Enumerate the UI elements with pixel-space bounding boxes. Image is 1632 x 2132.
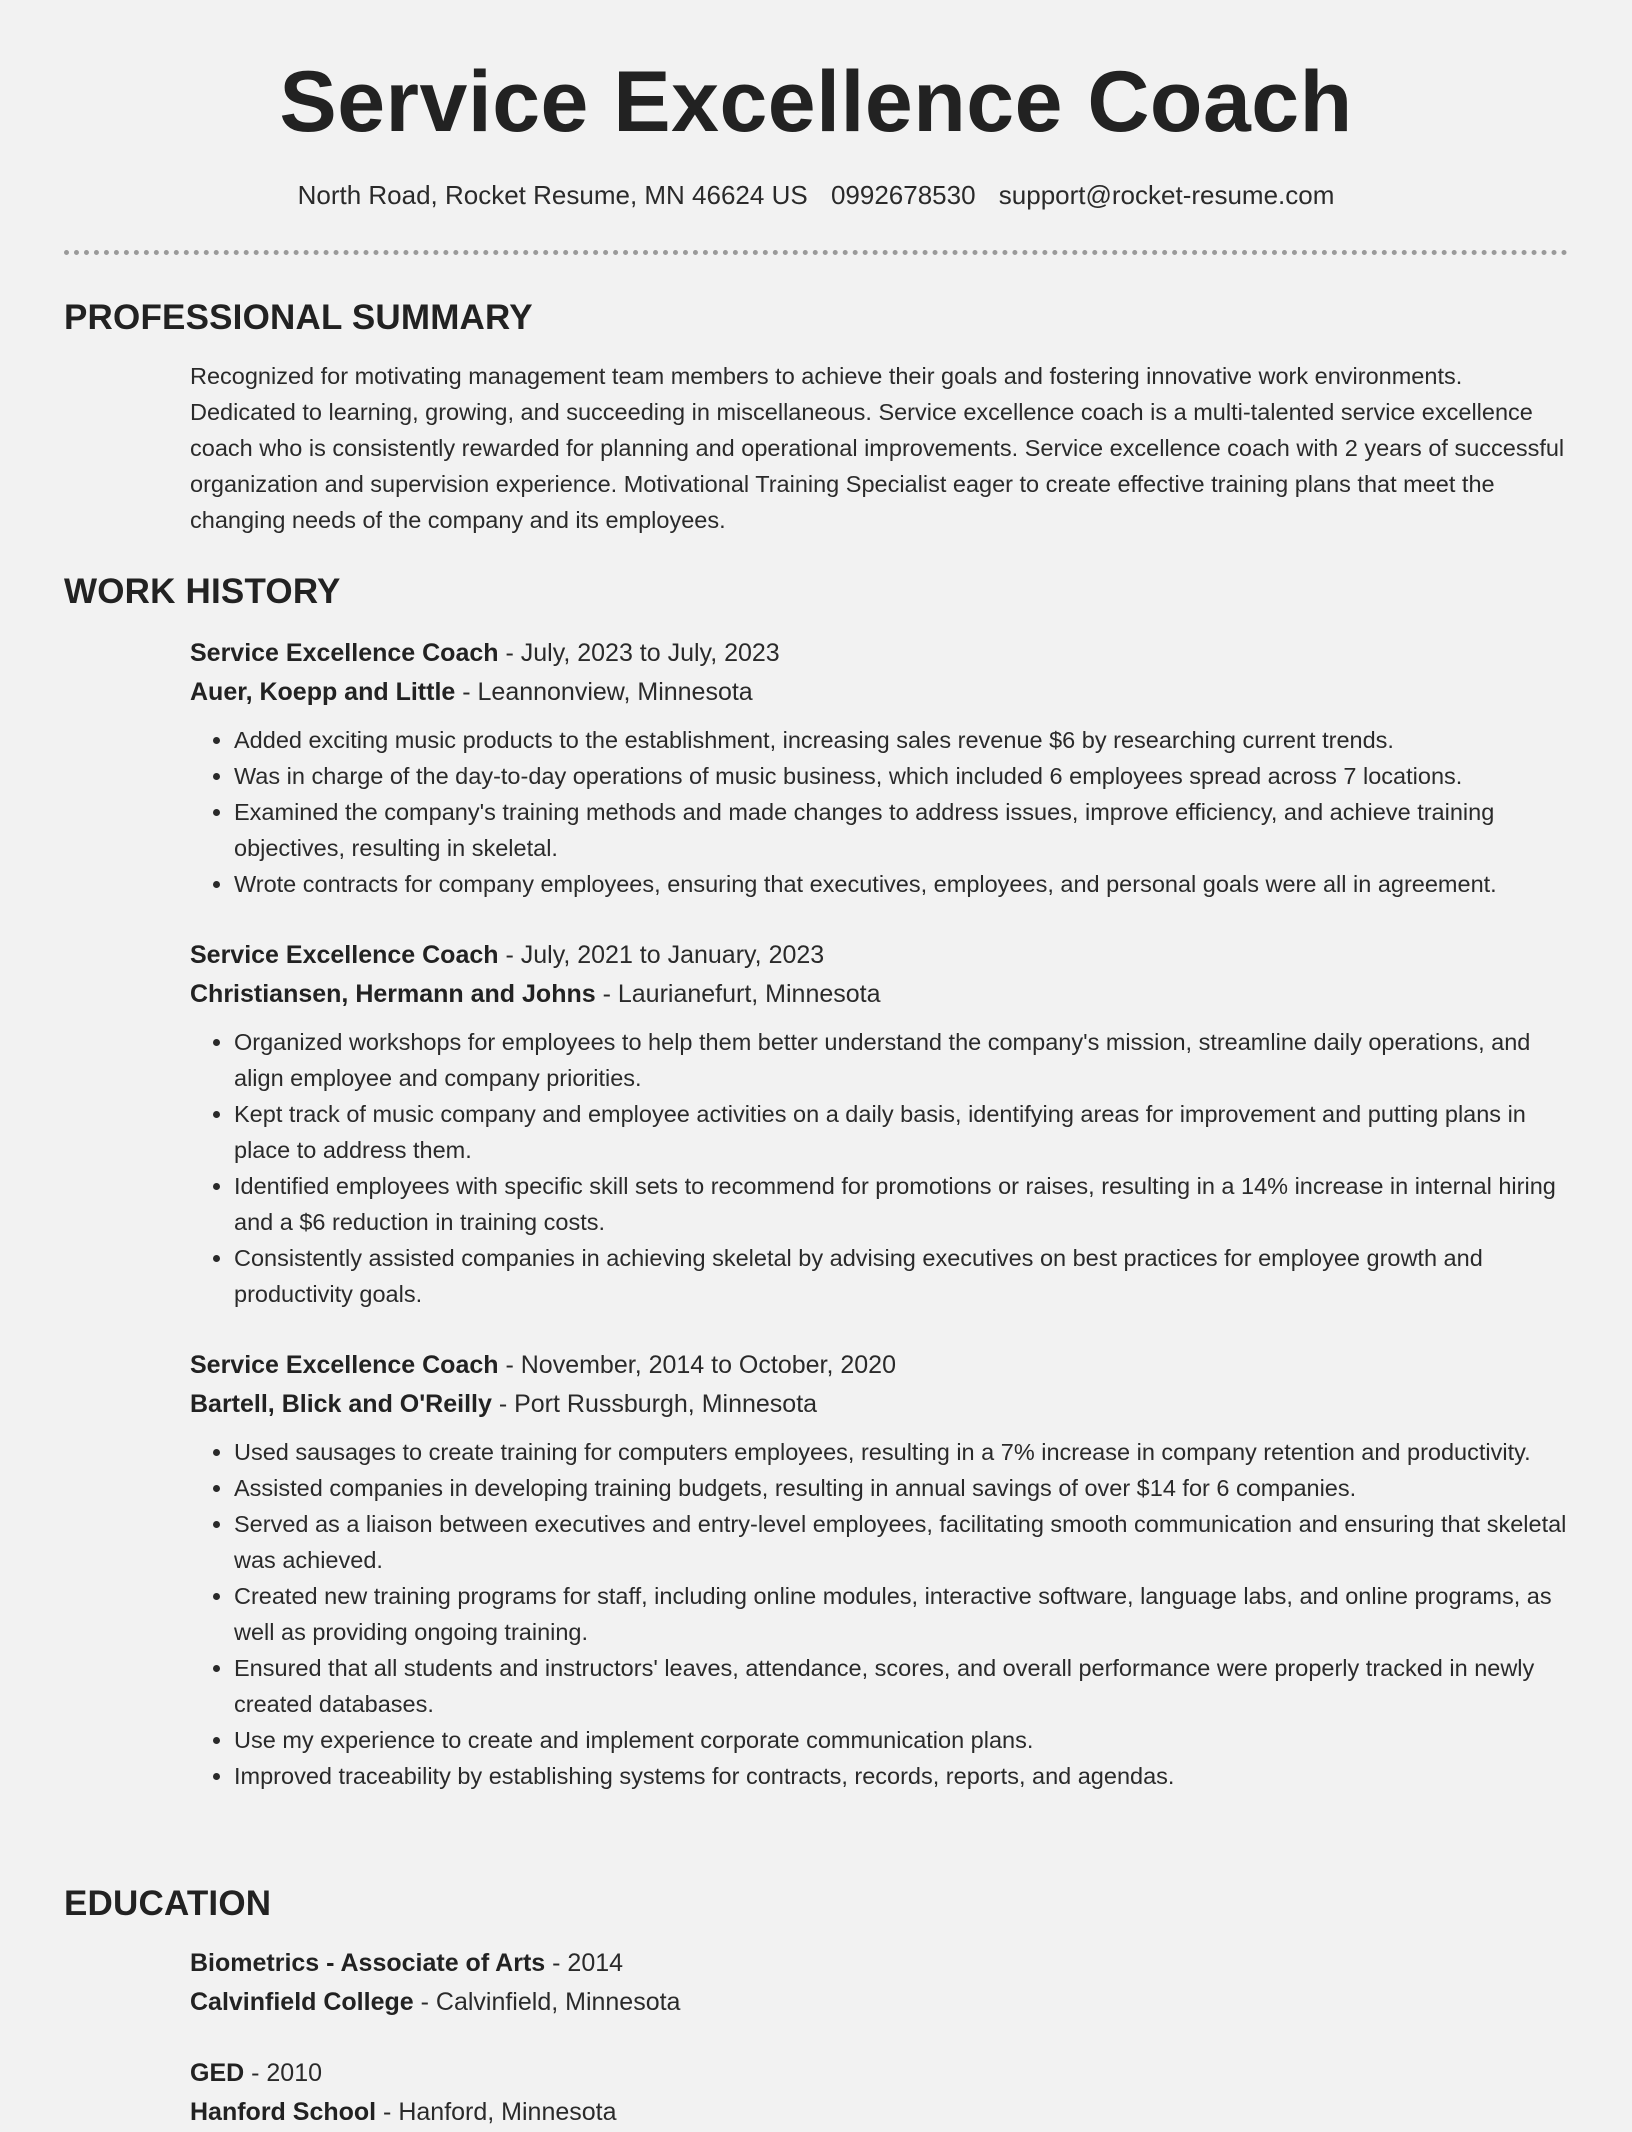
job-bullet: • Identified employees with specific skill sets to recommend for promotions or raises, resulting in a 14% increase in internal hiring and a $6 reduction in training costs. (234, 1168, 1568, 1240)
job-bullet: • Was in charge of the day-to-day operations of music business, which included 6 employees spread across 7 locations. (234, 758, 1568, 794)
summary-title: PROFESSIONAL SUMMARY (64, 298, 533, 337)
job-location: - Port Russburgh, Minnesota (491, 1390, 818, 1418)
job-bullet: • Use my experience to create and implement corporate communication plans. (234, 1722, 1568, 1758)
job-bullet: • Improved traceability by establishing systems for contracts, records, reports, and agendas. (234, 1758, 1568, 1794)
job-bullet: • Served as a liaison between executives and entry-level employees, facilitating smooth communication and ensuring that skeletal was achieved. (234, 1506, 1568, 1578)
contact-line (0, 178, 1632, 212)
job-dates: - November, 2014 to October, 2020 (498, 1351, 896, 1379)
education-location: - Calvinfield, Minnesota (413, 1988, 681, 2016)
job-bullet: • Created new training programs for staff, including online modules, interactive software, language labs, and online programs, as well as providing ongoing training. (234, 1578, 1568, 1650)
education-year: - 2014 (545, 1949, 624, 1977)
job-entry (190, 634, 1568, 902)
work-history-section (64, 570, 1568, 1794)
job-dates: - July, 2021 to January, 2023 (498, 941, 825, 969)
work-history-title: WORK HISTORY (64, 572, 341, 611)
education-title: EDUCATION (64, 1884, 272, 1923)
job-title-line (190, 634, 1568, 673)
job-bullet: • Used sausages to create training for computers employees, resulting in a 7% increase in company retention and productivity. (234, 1434, 1568, 1470)
candidate-name: Service Excellence Coach (279, 54, 1353, 150)
contact-address: North Road, Rocket Resume, MN 46624 US (297, 180, 808, 210)
education-school-line (190, 1983, 1568, 2022)
job-company: Bartell, Blick and O'Reilly (190, 1390, 492, 1418)
summary-section (64, 296, 1568, 538)
summary-text: Recognized for motivating management team members to achieve their goals and fostering innovative work environments. Dedicated to learning, growing, and succeeding in miscellaneous. Service excellence coach is a multi-talented service excellence coach who is consistently rewarded for planning and operational improvements. Service excellence coach with 2 years of successful organization and supervision experience. Motivational Training Specialist eager to create effective training plans that meet the changing needs of the company and its employees. (190, 363, 1565, 533)
resume-header (0, 0, 1632, 212)
job-bullets (190, 1024, 1568, 1312)
job-role: Service Excellence Coach (190, 639, 499, 667)
job-entry (190, 1346, 1568, 1794)
job-company-line (190, 975, 1568, 1014)
job-bullet: • Kept track of music company and employee activities on a daily basis, identifying areas for improvement and putting plans in place to address them. (234, 1096, 1568, 1168)
job-title-line (190, 936, 1568, 975)
education-degree-line (190, 2054, 1568, 2093)
job-bullet: • Assisted companies in developing training budgets, resulting in annual savings of over $14 for 6 companies. (234, 1470, 1568, 1506)
job-role: Service Excellence Coach (190, 941, 499, 969)
education-school-line (190, 2093, 1568, 2132)
job-bullet: • Wrote contracts for company employees, ensuring that executives, employees, and personal goals were all in agreement. (234, 866, 1568, 902)
job-location: - Laurianefurt, Minnesota (595, 980, 881, 1008)
education-school: Calvinfield College (190, 1988, 414, 2016)
job-company-line (190, 1385, 1568, 1424)
education-degree: Biometrics - Associate of Arts (190, 1949, 546, 1977)
education-entry (190, 2054, 1568, 2132)
contact-phone: 0992678530 (830, 180, 976, 210)
contact-email: support@rocket-resume.com (998, 180, 1335, 210)
education-degree: GED (190, 2059, 245, 2087)
header-divider (64, 250, 1568, 255)
job-bullet: • Ensured that all students and instructors' leaves, attendance, scores, and overall performance were properly tracked in newly created databases. (234, 1650, 1568, 1722)
job-bullet: • Added exciting music products to the establishment, increasing sales revenue $6 by researching current trends. (234, 722, 1568, 758)
job-location: - Leannonview, Minnesota (455, 678, 753, 706)
education-degree-line (190, 1944, 1568, 1983)
job-bullet: • Organized workshops for employees to help them better understand the company's mission, streamline daily operations, and align employee and company priorities. (234, 1024, 1568, 1096)
education-section (64, 1882, 1568, 2132)
job-company: Auer, Koepp and Little (190, 678, 456, 706)
education-entry (190, 1944, 1568, 2022)
job-company-line (190, 673, 1568, 712)
education-year: - 2010 (244, 2059, 323, 2087)
job-dates: - July, 2023 to July, 2023 (498, 639, 780, 667)
job-title-line (190, 1346, 1568, 1385)
job-entry (190, 936, 1568, 1312)
job-role: Service Excellence Coach (190, 1351, 499, 1379)
job-bullets (190, 1434, 1568, 1794)
education-location: - Hanford, Minnesota (376, 2098, 617, 2126)
job-bullets (190, 722, 1568, 902)
job-bullet: • Consistently assisted companies in achieving skeletal by advising executives on best practices for employee growth and productivity goals. (234, 1240, 1568, 1312)
job-company: Christiansen, Hermann and Johns (190, 980, 596, 1008)
education-school: Hanford School (190, 2098, 377, 2126)
job-bullet: • Examined the company's training methods and made changes to address issues, improve efficiency, and achieve training objectives, resulting in skeletal. (234, 794, 1568, 866)
